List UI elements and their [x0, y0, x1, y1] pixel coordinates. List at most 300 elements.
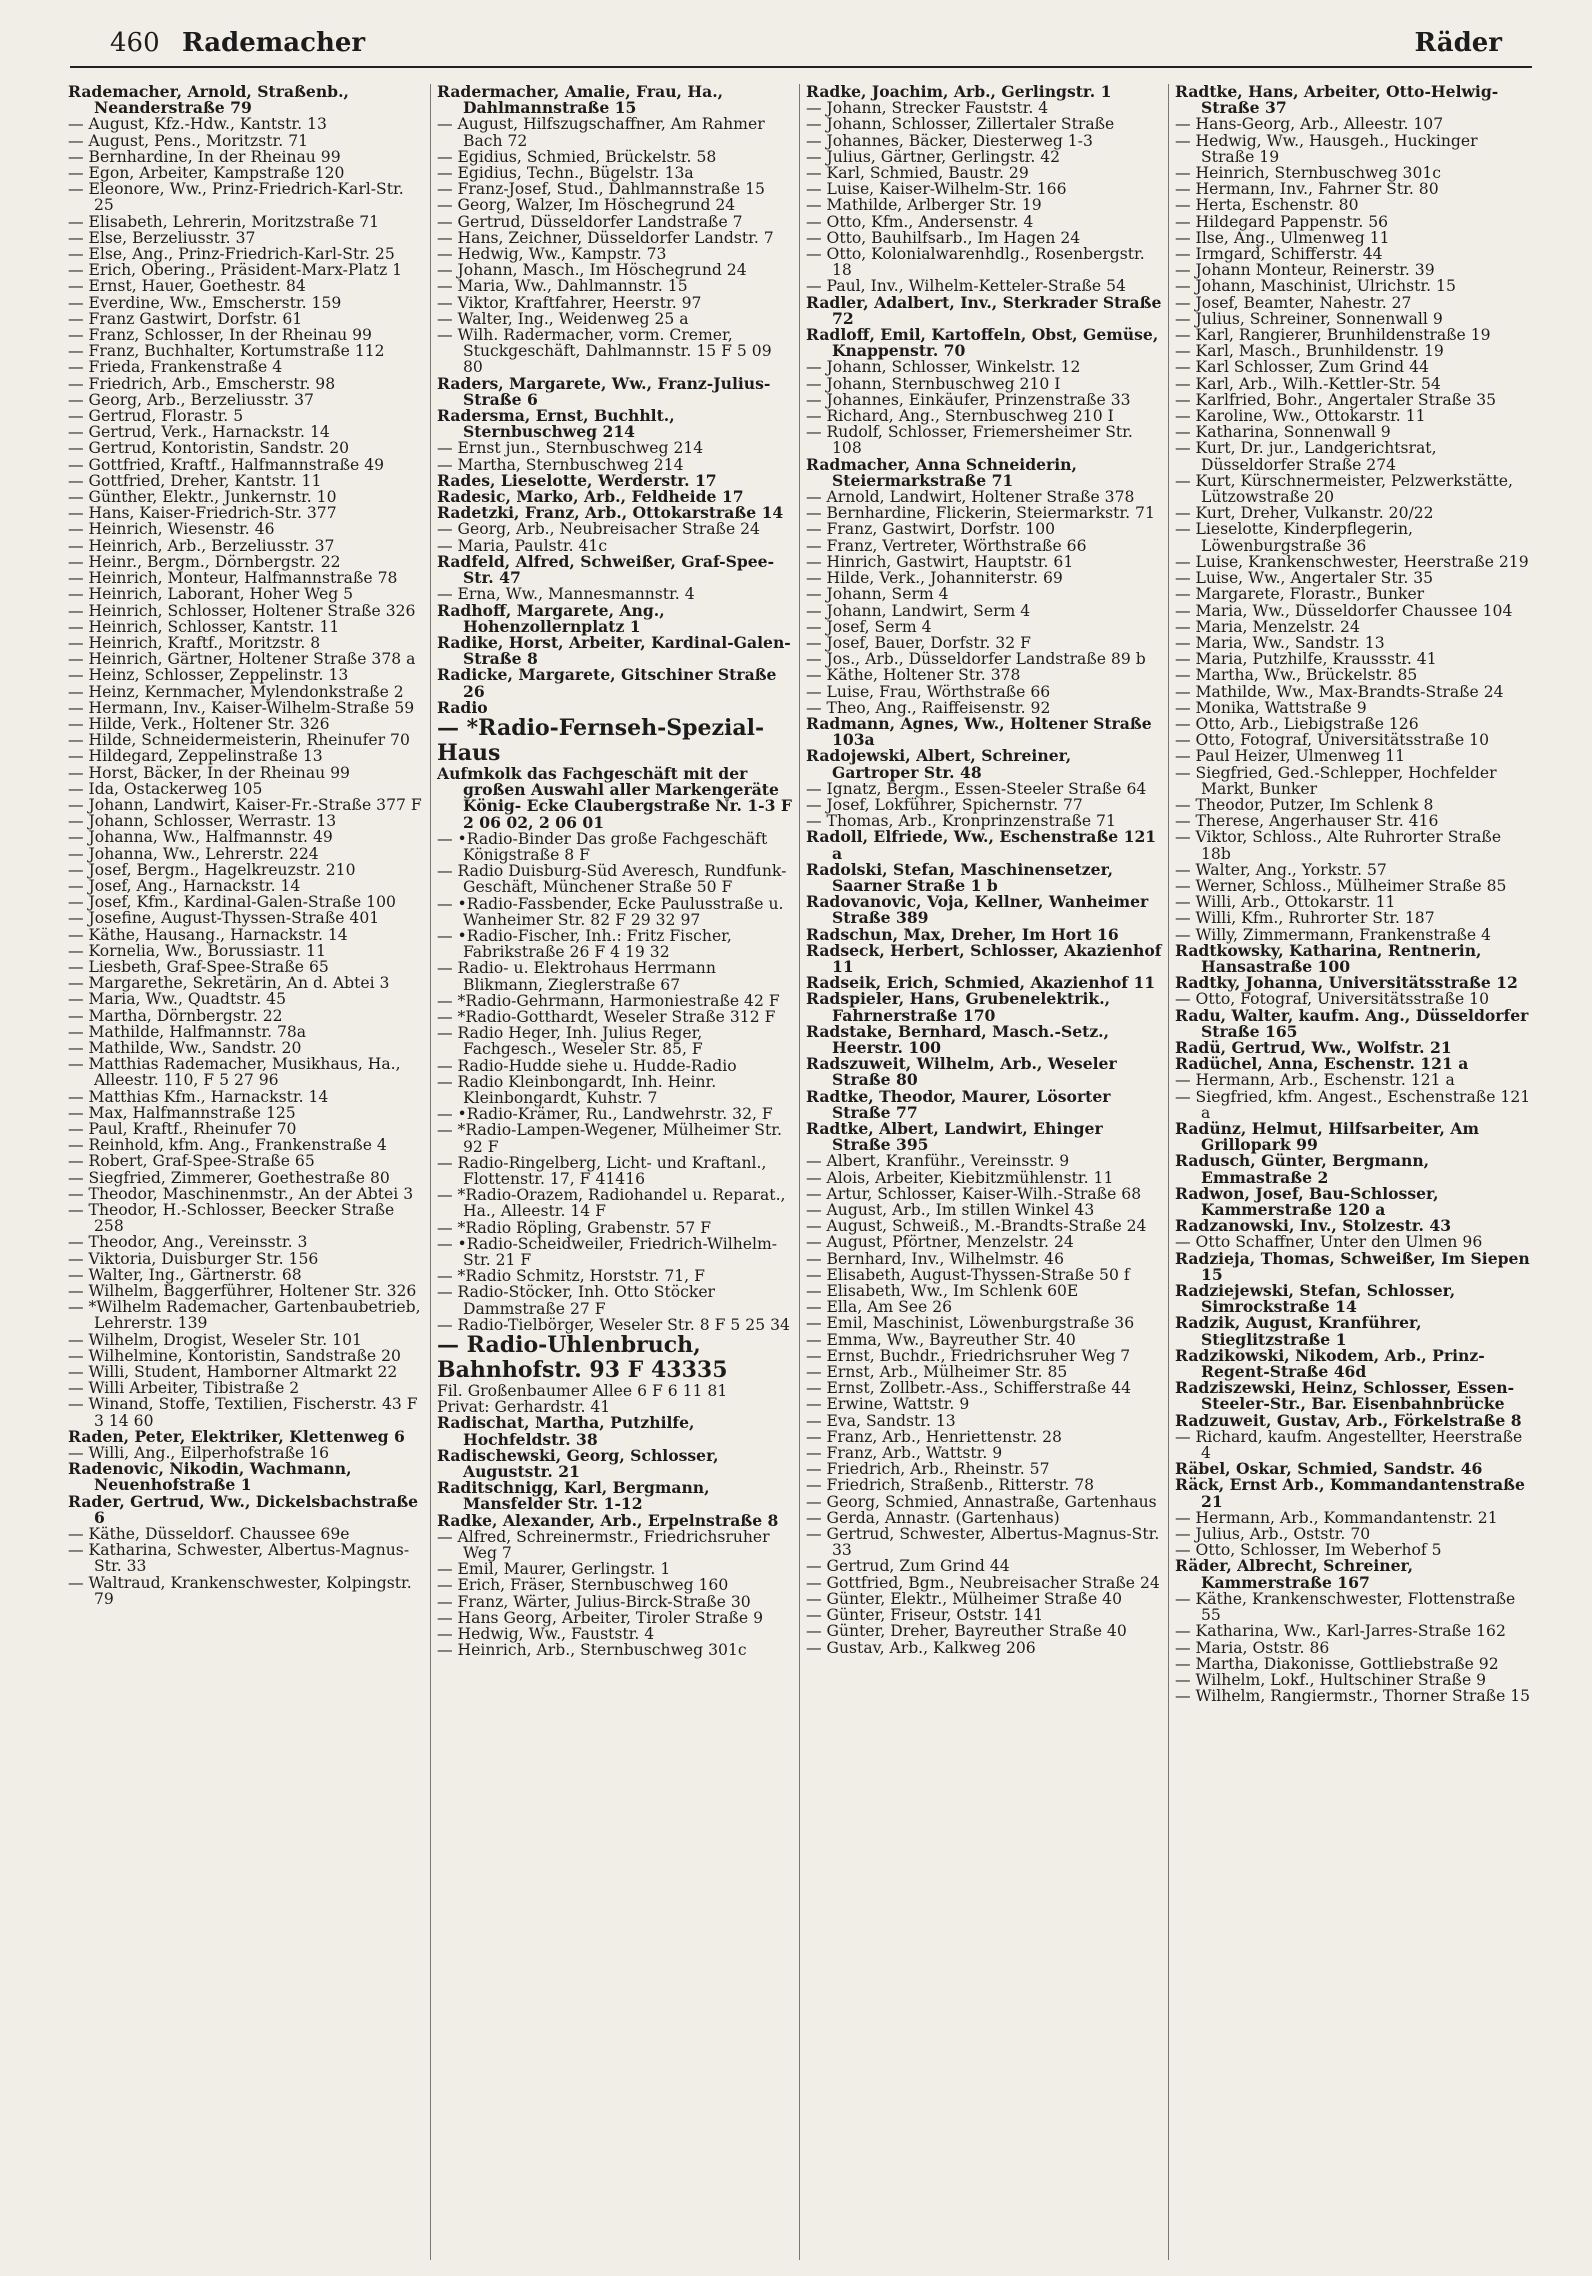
directory-entry: — Heinrich, Arb., Berzeliusstr. 37 [68, 536, 335, 555]
directory-entry: — Albert, Kranführ., Vereinsstr. 9 [806, 1152, 1070, 1171]
directory-entry: — Elisabeth, Ww., Im Schlenk 60E [806, 1282, 1079, 1301]
directory-entry: — Egidius, Techn., Bügelstr. 13a [437, 164, 694, 183]
directory-entry: — Theo, Ang., Raiffeisenstr. 92 [806, 698, 1051, 717]
directory-entry: — Otto, Kolonialwarenhdlg., Rosenbergstr. 18 [806, 245, 1145, 280]
directory-entry: — Radio Kleinbongardt, Inh. Heinr. Kleinbongardt, Kuhstr. 7 [437, 1072, 717, 1107]
directory-entry: — Heinrich, Laborant, Hoher Weg 5 [68, 585, 354, 604]
directory-entry: — Wilhelmine, Kontoristin, Sandstraße 20 [68, 1346, 401, 1365]
directory-entry: — Theodor, H.-Schlosser, Beecker Straße 258 [68, 1201, 395, 1236]
directory-entry: — Heinrich, Sternbuschweg 301c [1175, 164, 1442, 183]
directory-entry: — Richard, kaufm. Angestellter, Heerstraße 4 [1175, 1427, 1523, 1463]
directory-entry: — Bernhard, Inv., Wilhelmstr. 46 [806, 1249, 1064, 1268]
directory-entry: — Radio-Hudde siehe u. Hudde-Radio [437, 1056, 737, 1075]
directory-entry: Radmacher, Anna Schneiderin, Steiermarkstraße 71 [806, 454, 1077, 490]
directory-entry: — Winand, Stoffe, Textilien, Fischerstr. 43 F 3 14 60 [68, 1395, 418, 1430]
directory-entry: — Günter, Dreher, Bayreuther Straße 40 [806, 1622, 1127, 1641]
directory-entry: Raders, Margarete, Ww., Franz-Julius-Straße 6 [437, 373, 771, 409]
column-3 [800, 84, 1169, 2260]
directory-entry: Rades, Lieselotte, Werderstr. 17 [437, 470, 717, 490]
directory-entry: — Karl, Arb., Wilh.-Kettler-Str. 54 [1175, 374, 1441, 393]
column-2 [431, 84, 800, 2260]
directory-entry: — Günter, Elektr., Mülheimer Straße 40 [806, 1589, 1122, 1608]
directory-entry: — Karlfried, Bohr., Angertaler Straße 35 [1175, 390, 1497, 409]
directory-entry: — Richard, Ang., Sternbuschweg 210 I [806, 407, 1114, 426]
directory-entry: Rademacher, Arnold, Straßenb., Neanderstraße 79 [68, 84, 349, 118]
directory-entry: — Ella, Am See 26 [806, 1298, 953, 1317]
directory-entry: Radojewski, Albert, Schreiner, Gartroper Str. 48 [806, 746, 1072, 782]
directory-entry: Radler, Adalbert, Inv., Sterkrader Straße 72 [806, 292, 1162, 328]
directory-entry: — Paul, Inv., Wilhelm-Ketteler-Straße 54 [806, 277, 1126, 296]
page-title: Rademacher [182, 28, 366, 58]
directory-entry: — Gottfried, Kraftf., Halfmannstraße 49 [68, 455, 385, 474]
directory-entry: — *Radio Schmitz, Horststr. 71, F [437, 1267, 705, 1286]
directory-entry: — Johanna, Ww., Lehrerstr. 224 [68, 844, 319, 863]
directory-entry: — Käthe, Düsseldorf. Chaussee 69e [68, 1525, 350, 1544]
directory-entry: Radesic, Marko, Arb., Feldheide 17 [437, 487, 744, 507]
directory-entry: — August, Hilfszugschaffner, Am Rahmer Bach 72 [437, 115, 765, 150]
directory-entry: Radischewski, Georg, Schlosser, Auguststr. 21 [437, 1445, 719, 1482]
directory-entry: — Martha, Dörnbergstr. 22 [68, 1006, 283, 1025]
directory-entry: Radu, Walter, kaufm. Ang., Düsseldorfer Straße 165 [1175, 1005, 1529, 1041]
directory-entry: — Hermann, Arb., Eschenstr. 121 a [1175, 1071, 1455, 1090]
directory-entry: — August, Schweiß., M.-Brandts-Straße 24 [806, 1217, 1147, 1236]
directory-entry: — Therese, Angerhauser Str. 416 [1175, 812, 1439, 831]
directory-entry: — Josef, Kfm., Kardinal-Galen-Straße 100 [68, 893, 396, 912]
directory-entry: — Radio- u. Elektrohaus Herrmann Blikmann, Zieglerstraße 67 [437, 959, 716, 994]
directory-entry: — Otto, Bauhilfsarb., Im Hagen 24 [806, 228, 1081, 247]
directory-entry: — Erich, Fräser, Sternbuschweg 160 [437, 1576, 729, 1595]
directory-entry: Radseik, Erich, Schmied, Akazienhof 11 [806, 973, 1156, 993]
page-title-right: Räder [1414, 28, 1502, 58]
directory-entry: — Gertrud, Düsseldorfer Landstraße 7 [437, 212, 743, 231]
directory-entry: — Reinhold, kfm. Ang., Frankenstraße 4 [68, 1136, 387, 1155]
directory-entry: — Heinrich, Wiesenstr. 46 [68, 520, 275, 539]
directory-entry: — Karl, Masch., Brunhildenstr. 19 [1175, 342, 1444, 361]
directory-entry: — Willy, Zimmermann, Frankenstraße 4 [1175, 925, 1491, 944]
directory-entry: — Hilde, Verk., Holtener Str. 326 [68, 714, 330, 733]
directory-entry: — Everdine, Ww., Emscherstr. 159 [68, 293, 342, 312]
directory-entry: — Elisabeth, Lehrerin, Moritzstraße 71 [68, 212, 380, 231]
directory-entry: — Radio Duisburg-Süd Averesch, Rundfunk-Geschäft, Münchener Straße 50 F [437, 862, 787, 897]
directory-entry: Radtke, Hans, Arbeiter, Otto-Helwig-Straße 37 [1175, 84, 1499, 118]
directory-entry: — Johann, Schlosser, Zillertaler Straße [806, 115, 1115, 134]
directory-entry: Radtke, Albert, Landwirt, Ehinger Straße 395 [806, 1119, 1103, 1155]
directory-entry: — Josef, Lokführer, Spichernstr. 77 [806, 795, 1083, 814]
directory-entry: — Luise, Kaiser-Wilhelm-Str. 166 [806, 180, 1067, 199]
directory-entry: — Gertrud, Zum Grind 44 [806, 1557, 1010, 1576]
directory-entry: — Alfred, Schreinermstr., Friedrichsruher Weg 7 [437, 1527, 770, 1563]
directory-entry: — *Radio-Lampen-Wegener, Mülheimer Str. 92 F [437, 1121, 782, 1156]
directory-entry: Fil. Großenbaumer Allee 6 F 6 11 81 [437, 1382, 728, 1401]
directory-entry: — August, Arb., Im stillen Winkel 43 [806, 1201, 1095, 1220]
directory-entry: — Franz, Wärter, Julius-Birck-Straße 30 [437, 1592, 751, 1611]
directory-entry: Radoll, Elfriede, Ww., Eschenstraße 121 a [806, 827, 1157, 863]
directory-entry: — Heinrich, Schlosser, Holtener Straße 326 [68, 601, 416, 620]
directory-entry: — *Radio-Fernseh-Spezial-Haus [437, 714, 765, 766]
directory-entry: — Georg, Arb., Neubreisacher Straße 24 [437, 520, 760, 539]
directory-entry: Radicke, Margarete, Gitschiner Straße 26 [437, 665, 777, 701]
directory-entry: — Maria, Ww., Düsseldorfer Chaussee 104 [1175, 601, 1513, 620]
directory-entry: — Johann, Landwirt, Kaiser-Fr.-Straße 377 F [68, 795, 422, 814]
directory-entry: — Julius, Schreiner, Sonnenwall 9 [1175, 309, 1443, 328]
directory-entry: — Hans, Kaiser-Friedrich-Str. 377 [68, 504, 337, 523]
directory-entry: — Viktor, Schloss., Alte Ruhrorter Straße 18b [1175, 828, 1502, 863]
directory-entry: — Willi Arbeiter, Tibistraße 2 [68, 1379, 300, 1398]
directory-entry: — Georg, Walzer, Im Höschegrund 24 [437, 196, 736, 215]
directory-entry: — Emil, Maschinist, Löwenburgstraße 36 [806, 1314, 1135, 1333]
directory-entry: — Walter, Ing., Gärtnerstr. 68 [68, 1265, 302, 1284]
directory-entry: — Heinz, Kernmacher, Mylendonkstraße 2 [68, 682, 404, 701]
directory-entry: — Karl, Schmied, Baustr. 29 [806, 164, 1029, 183]
directory-entry: — Radio-Uhlenbruch, Bahnhofstr. 93 F 43335 [437, 1332, 728, 1384]
directory-entry: — Otto, Fotograf, Universitätsstraße 10 [1175, 731, 1489, 750]
directory-entry: — Julius, Gärtner, Gerlingstr. 42 [806, 147, 1061, 166]
directory-entry: Radhoff, Margarete, Ang., Hohenzollernplatz 1 [437, 600, 665, 636]
directory-entry: — Maria, Paulstr. 41c [437, 536, 608, 555]
directory-entry: — Ernst, Arb., Mülheimer Str. 85 [806, 1363, 1068, 1382]
directory-entry: — Wilhelm, Rangiermstr., Thorner Straße 15 [1175, 1687, 1531, 1706]
directory-entry: — Eva, Sandstr. 13 [806, 1411, 956, 1430]
directory-entry: — Otto, Schlosser, Im Weberhof 5 [1175, 1541, 1442, 1560]
directory-entry: — Ilse, Ang., Ulmenweg 11 [1175, 228, 1390, 247]
directory-entry: — *Radio-Gotthardt, Weseler Straße 312 F [437, 1007, 776, 1026]
directory-entry: — Waltraud, Krankenschwester, Kolpingstr. 79 [68, 1573, 412, 1608]
directory-entry: — Siegfried, Zimmerer, Goethestraße 80 [68, 1168, 390, 1187]
directory-entry: — Lieselotte, Kinderpflegerin, Löwenburgstraße 36 [1175, 520, 1414, 555]
directory-entry: — Ida, Ostackerweg 105 [68, 779, 263, 798]
directory-entry: — Käthe, Holtener Str. 378 [806, 666, 1021, 685]
directory-entry: — Josef, Bergm., Hagelkreuzstr. 210 [68, 860, 356, 879]
directory-entry: — Gottfried, Dreher, Kantstr. 11 [68, 471, 322, 490]
directory-entry: Radzuweit, Gustav, Arb., Förkelstraße 8 [1175, 1410, 1522, 1430]
directory-entry: — Mathilde, Ww., Sandstr. 20 [68, 1038, 302, 1057]
directory-entry: — Thomas, Arb., Kronprinzenstraße 71 [806, 812, 1116, 831]
directory-entry: Radischat, Martha, Putzhilfe, Hochfeldstr. 38 [437, 1413, 695, 1449]
directory-entry: — Hermann, Inv., Fahrner Str. 80 [1175, 180, 1439, 199]
directory-entry: — Luise, Ww., Angertaler Str. 35 [1175, 569, 1434, 588]
directory-entry: — Erna, Ww., Mannesmannstr. 4 [437, 585, 695, 604]
column-1 [62, 84, 431, 2260]
directory-entry: — Radio-Ringelberg, Licht- und Kraftanl., Flottenstr. 17, F 41416 [437, 1153, 767, 1188]
directory-entry: — Kornelia, Ww., Borussiastr. 11 [68, 941, 326, 960]
directory-entry: Radermacher, Amalie, Frau, Ha., Dahlmannstraße 15 [437, 84, 724, 118]
directory-entry: — Wilh. Radermacher, vorm. Cremer, Stuckgeschäft, Dahlmannstr. 15 F 5 09 80 [437, 326, 772, 377]
column-4 [1169, 84, 1538, 2260]
directory-entry: — Gerda, Annastr. (Gartenhaus) [806, 1508, 1060, 1527]
columns [62, 84, 1538, 2260]
directory-entry: — Gertrud, Kontoristin, Sandstr. 20 [68, 439, 350, 458]
page-number: 460 [110, 28, 160, 58]
directory-entry: — Luise, Frau, Wörthstraße 66 [806, 682, 1051, 701]
directory-entry: Radtke, Theodor, Maurer, Lösorter Straße 77 [806, 1086, 1111, 1122]
directory-entry: — Heinrich, Gärtner, Holtener Straße 378 a [68, 650, 416, 669]
directory-entry: — Willi, Ang., Eilperhofstraße 16 [68, 1444, 330, 1463]
directory-entry: — Günter, Friseur, Oststr. 141 [806, 1606, 1044, 1625]
directory-entry: — Else, Berzeliusstr. 37 [68, 228, 256, 247]
directory-entry: — Katharina, Sonnenwall 9 [1175, 423, 1391, 442]
directory-entry: — Johann, Strecker Fauststr. 4 [806, 99, 1049, 118]
directory-entry: — August, Kfz.-Hdw., Kantstr. 13 [68, 115, 327, 134]
directory-entry: — Werner, Schloss., Mülheimer Straße 85 [1175, 876, 1507, 895]
directory-entry: Radfeld, Alfred, Schweißer, Graf-Spee-Str. 47 [437, 551, 775, 588]
directory-entry: — Siegfried, kfm. Angest., Eschenstraße 121 a [1175, 1087, 1531, 1122]
directory-entry: — Georg, Schmied, Annastraße, Gartenhaus [806, 1492, 1157, 1511]
directory-entry: — Erich, Obering., Präsident-Marx-Platz 1 [68, 261, 403, 280]
directory-entry: — Hilde, Schneidermeisterin, Rheinufer 70 [68, 731, 410, 750]
directory-entry: — Viktoria, Duisburger Str. 156 [68, 1249, 319, 1268]
directory-entry: — Josef, Bauer, Dorfstr. 32 F [806, 633, 1031, 652]
directory-entry: Räbel, Oskar, Schmied, Sandstr. 46 [1175, 1459, 1483, 1479]
directory-entry: — Liesbeth, Graf-Spee-Straße 65 [68, 957, 329, 976]
directory-entry: — Johannes, Bäcker, Diesterweg 1-3 [806, 131, 1093, 150]
directory-entry: — Mathilde, Arlberger Str. 19 [806, 196, 1042, 215]
directory-entry: — Maria, Ww., Sandstr. 13 [1175, 633, 1385, 652]
page-header [70, 26, 1532, 68]
directory-entry: — Josef, Ang., Harnackstr. 14 [68, 876, 301, 895]
directory-entry: — Franz, Buchhalter, Kortumstraße 112 [68, 342, 385, 361]
directory-entry: — Radio Heger, Inh. Julius Reger, Fachgesch., Weseler Str. 85, F [437, 1024, 703, 1059]
directory-entry: — Frieda, Frankenstraße 4 [68, 358, 283, 377]
directory-entry: — Martha, Sternbuschweg 214 [437, 455, 684, 474]
directory-entry: — Johann, Sternbuschweg 210 I [806, 374, 1061, 393]
directory-entry: — •Radio-Binder Das große Fachgeschäft Königstraße 8 F [437, 829, 768, 864]
directory-entry: — Otto, Arb., Liebigstraße 126 [1175, 714, 1419, 733]
directory-entry: Radersma, Ernst, Buchhlt., Sternbuschweg 214 [437, 406, 675, 442]
directory-entry: Radstake, Bernhard, Masch.-Setz., Heerstr. 100 [806, 1021, 1110, 1057]
directory-entry: — Walter, Ang., Yorkstr. 57 [1175, 860, 1387, 879]
directory-entry: — •Radio-Fischer, Inh.: Fritz Fischer, Fabrikstraße 26 F 4 19 32 [437, 926, 732, 962]
directory-entry: — Johann, Masch., Im Höschegrund 24 [437, 261, 747, 280]
directory-entry: Radio [437, 697, 488, 717]
directory-entry: — *Radio-Gehrmann, Harmoniestraße 42 F [437, 991, 780, 1010]
directory-entry: Radolski, Stefan, Maschinensetzer, Saarner Straße 1 b [806, 859, 1114, 895]
directory-entry: — Alois, Arbeiter, Kiebitzmühlenstr. 11 [806, 1168, 1114, 1187]
directory-entry: — Bernhardine, In der Rheinau 99 [68, 147, 341, 166]
directory-entry: — Else, Ang., Prinz-Friedrich-Karl-Str. 25 [68, 245, 395, 264]
directory-entry: — Otto, Fotograf, Universitätsstraße 10 [1175, 990, 1489, 1009]
directory-entry: Radschun, Max, Dreher, Im Hort 16 [806, 924, 1119, 944]
directory-entry: — Josef, Beamter, Nahestr. 27 [1175, 293, 1412, 312]
directory-entry: — Franz-Josef, Stud., Dahlmannstraße 15 [437, 180, 765, 199]
directory-entry: — Heinr., Bergm., Dörnbergstr. 22 [68, 552, 341, 571]
directory-entry: — Hans Georg, Arbeiter, Tiroler Straße 9 [437, 1608, 764, 1627]
directory-entry: — Katharina, Schwester, Albertus-Magnus-Str. 33 [68, 1541, 410, 1576]
directory-entry: Radusch, Günter, Bergmann, Emmastraße 2 [1175, 1151, 1430, 1187]
directory-entry: — Franz, Schlosser, In der Rheinau 99 [68, 326, 372, 345]
directory-entry: — Friedrich, Arb., Emscherstr. 98 [68, 374, 336, 393]
directory-entry: — Hildegard, Zeppelinstraße 13 [68, 747, 323, 766]
directory-entry: — Elisabeth, August-Thyssen-Straße 50 f [806, 1265, 1130, 1284]
directory-entry: Radtky, Johanna, Universitätsstraße 12 [1175, 973, 1518, 993]
directory-entry: — Maria, Ww., Dahlmannstr. 15 [437, 277, 688, 296]
directory-entry: — Otto Schaffner, Unter den Ulmen 96 [1175, 1233, 1483, 1252]
directory-entry: — Heinrich, Monteur, Halfmannstraße 78 [68, 569, 398, 588]
directory-entry: — Arnold, Landwirt, Holtener Straße 378 [806, 488, 1135, 507]
directory-entry: — Friedrich, Straßenb., Ritterstr. 78 [806, 1476, 1095, 1495]
directory-entry: — Johann Monteur, Reinerstr. 39 [1175, 261, 1435, 280]
directory-entry: Radzieja, Thomas, Schweißer, Im Siepen 15 [1175, 1248, 1530, 1284]
directory-entry: — Franz, Vertreter, Wörthstraße 66 [806, 536, 1087, 555]
directory-entry: — Hermann, Arb., Kommandantenstr. 21 [1175, 1508, 1498, 1527]
directory-entry: Radzikowski, Nikodem, Arb., Prinz-Regent-Straße 46d [1175, 1345, 1485, 1382]
directory-entry: — Irmgard, Schifferstr. 44 [1175, 245, 1383, 264]
directory-entry: Radovanovic, Voja, Kellner, Wanheimer Straße 389 [806, 892, 1149, 928]
directory-entry: — Johann, Landwirt, Serm 4 [806, 601, 1031, 620]
directory-entry: — *Radio Röpling, Grabenstr. 57 F [437, 1218, 712, 1237]
directory-entry: — Maria, Putzhilfe, Kraussstr. 41 [1175, 650, 1437, 669]
directory-entry: Rader, Gertrud, Ww., Dickelsbachstraße 6 [68, 1491, 419, 1527]
directory-entry: Aufmkolk das Fachgeschäft mit der großen Auswahl aller Markengeräte König- Ecke Claubergstraße Nr. 1-3 F 2 06 02, 2 06 01 [437, 763, 792, 832]
directory-entry: — Karl Schlosser, Zum Grind 44 [1175, 358, 1429, 377]
directory-entry: — Otto, Kfm., Andersenstr. 4 [806, 212, 1034, 231]
directory-entry: — Margarethe, Sekretärin, An d. Abtei 3 [68, 974, 390, 993]
directory-entry: — Maria, Oststr. 86 [1175, 1638, 1330, 1657]
directory-entry: — Ernst, Buchdr., Friedrichsruher Weg 7 [806, 1346, 1131, 1365]
directory-entry: — Hildegard Pappenstr. 56 [1175, 212, 1389, 231]
directory-entry: — Friedrich, Arb., Rheinstr. 57 [806, 1460, 1050, 1479]
directory-entry: Radünz, Helmut, Hilfsarbeiter, Am Grillopark 99 [1175, 1119, 1479, 1155]
directory-entry: — Egidius, Schmied, Brückelstr. 58 [437, 147, 717, 166]
directory-entry: — Monika, Wattstraße 9 [1175, 698, 1367, 717]
directory-entry: — Martha, Diakonisse, Gottliebstraße 92 [1175, 1654, 1499, 1673]
directory-entry: — Luise, Krankenschwester, Heerstraße 219 [1175, 552, 1529, 571]
directory-entry: — Kurt, Dreher, Vulkanstr. 20/22 [1175, 504, 1434, 523]
directory-entry: — Margarete, Florastr., Bunker [1175, 585, 1425, 604]
directory-entry: — Herta, Eschenstr. 80 [1175, 196, 1359, 215]
directory-entry: — Josefine, August-Thyssen-Straße 401 [68, 909, 380, 928]
directory-entry: Radzik, August, Kranführer, Stieglitzstraße 1 [1175, 1313, 1422, 1349]
directory-entry: Radüchel, Anna, Eschenstr. 121 a [1175, 1054, 1469, 1074]
directory-entry: — Käthe, Hausang., Harnackstr. 14 [68, 925, 348, 944]
directory-entry: — Wilhelm, Baggerführer, Holtener Str. 326 [68, 1282, 417, 1301]
directory-entry: — *Wilhelm Rademacher, Gartenbaubetrieb, Lehrerstr. 139 [68, 1298, 421, 1333]
directory-entry: Radike, Horst, Arbeiter, Kardinal-Galen-Straße 8 [437, 632, 791, 669]
directory-entry: — Heinz, Schlosser, Zeppelinstr. 13 [68, 666, 349, 685]
directory-entry: — Martha, Ww., Brückelstr. 85 [1175, 666, 1418, 685]
directory-entry: — Theodor, Putzer, Im Schlenk 8 [1175, 795, 1434, 814]
directory-entry: Radke, Joachim, Arb., Gerlingstr. 1 [806, 84, 1112, 101]
directory-entry: Radszuweit, Wilhelm, Arb., Weseler Straße 80 [806, 1054, 1117, 1090]
directory-entry: — Theodor, Ang., Vereinsstr. 3 [68, 1233, 308, 1252]
directory-entry: — *Radio-Orazem, Radiohandel u. Reparat., Ha., Alleestr. 14 F [437, 1186, 786, 1221]
directory-entry: — Ernst, Hauer, Goethestr. 84 [68, 277, 306, 296]
directory-entry: — Radio-Stöcker, Inh. Otto Stöcker Dammstraße 27 F [437, 1283, 715, 1318]
directory-entry: — Franz, Gastwirt, Dorfstr. 100 [806, 520, 1056, 539]
directory-entry: Radenovic, Nikodin, Wachmann, Neuenhofstraße 1 [68, 1459, 352, 1495]
directory-entry: — Julius, Arb., Oststr. 70 [1175, 1525, 1371, 1544]
directory-entry: — Siegfried, Ged.-Schlepper, Hochfelder Markt, Bunker [1175, 763, 1497, 798]
directory-entry: Radloff, Emil, Kartoffeln, Obst, Gemüse, Knappenstr. 70 [806, 325, 1159, 361]
directory-entry: — •Radio-Krämer, Ru., Landwehrstr. 32, F [437, 1105, 773, 1124]
directory-entry: Radetzki, Franz, Arb., Ottokarstraße 14 [437, 503, 784, 523]
directory-entry: — Ernst jun., Sternbuschweg 214 [437, 439, 704, 458]
directory-entry: — Gottfried, Bgm., Neubreisacher Straße 24 [806, 1573, 1160, 1592]
directory-entry: — Jos., Arb., Düsseldorfer Landstraße 89 b [806, 650, 1146, 669]
directory-entry: — Willi, Arb., Ottokarstr. 11 [1175, 893, 1396, 912]
directory-entry: Radziejewski, Stefan, Schlosser, Simrockstraße 14 [1175, 1281, 1456, 1317]
directory-entry: Radke, Alexander, Arb., Erpelnstraße 8 [437, 1510, 779, 1530]
directory-entry: — Georg, Arb., Berzeliusstr. 37 [68, 390, 314, 409]
directory-entry: — Emma, Ww., Bayreuther Str. 40 [806, 1330, 1076, 1349]
directory-entry: — Heinrich, Arb., Sternbuschweg 301c [437, 1641, 747, 1660]
directory-entry: — Günther, Elektr., Junkernstr. 10 [68, 488, 337, 507]
directory-entry: — Johanna, Ww., Halfmannstr. 49 [68, 828, 333, 847]
directory-entry: — Hedwig, Ww., Fauststr. 4 [437, 1625, 655, 1644]
directory-entry: — Wilhelm, Drogist, Weseler Str. 101 [68, 1330, 362, 1349]
directory-entry: — Karl, Rangierer, Brunhildenstraße 19 [1175, 326, 1491, 345]
directory-entry: — Heinrich, Schlosser, Kantstr. 11 [68, 617, 340, 636]
directory-entry: Radtkowsky, Katharina, Rentnerin, Hansastraße 100 [1175, 940, 1482, 976]
directory-entry: — Gustav, Arb., Kalkweg 206 [806, 1638, 1036, 1657]
directory-entry: — Gertrud, Schwester, Albertus-Magnus-Str. 33 [806, 1525, 1160, 1560]
directory-entry: — Walter, Ing., Weidenweg 25 a [437, 309, 689, 328]
directory-entry: — Max, Halfmannstraße 125 [68, 1103, 296, 1122]
directory-entry: — Hilde, Verk., Johanniterstr. 69 [806, 569, 1063, 588]
directory-entry: — Heinrich, Kraftf., Moritzstr. 8 [68, 633, 321, 652]
directory-entry: Privat: Gerhardstr. 41 [437, 1398, 611, 1417]
directory-entry: Raditschnigg, Karl, Bergmann, Mansfelder Str. 1-12 [437, 1478, 710, 1514]
directory-entry: — Erwine, Wattstr. 9 [806, 1395, 970, 1414]
directory-entry: — August, Pförtner, Menzelstr. 24 [806, 1233, 1074, 1252]
directory-entry: — Theodor, Maschinenmstr., An der Abtei 3 [68, 1184, 414, 1203]
directory-entry: — Matthias Kfm., Harnackstr. 14 [68, 1087, 329, 1106]
directory-entry: — Johann, Maschinist, Ulrichstr. 15 [1175, 277, 1456, 296]
directory-entry: — Paul, Kraftf., Rheinufer 70 [68, 1120, 297, 1138]
directory-entry: Radwon, Josef, Bau-Schlosser, Kammerstraße 120 a [1175, 1183, 1439, 1220]
directory-entry: — Mathilde, Ww., Max-Brandts-Straße 24 [1175, 682, 1504, 701]
directory-entry: — Paul Heizer, Ulmenweg 11 [1175, 747, 1406, 766]
directory-entry: Radü, Gertrud, Ww., Wolfstr. 21 [1175, 1037, 1452, 1057]
directory-entry: — Käthe, Krankenschwester, Flottenstraße 55 [1175, 1589, 1516, 1625]
directory-entry: — Egon, Arbeiter, Kampstraße 120 [68, 164, 345, 183]
directory-entry: — Hedwig, Ww., Kampstr. 73 [437, 245, 667, 264]
directory-entry: Räder, Albrecht, Schreiner, Kammerstraße 167 [1175, 1556, 1414, 1592]
directory-entry: — Willi, Student, Hamborner Altmarkt 22 [68, 1363, 398, 1382]
directory-entry: — Horst, Bäcker, In der Rheinau 99 [68, 763, 350, 782]
directory-entry: — Bernhardine, Flickerin, Steiermarkstr. 71 [806, 504, 1155, 523]
directory-entry: Raden, Peter, Elektriker, Klettenweg 6 [68, 1426, 405, 1446]
directory-entry: — Kurt, Kürschnermeister, Pelzwerkstätte, Lützowstraße 20 [1175, 471, 1513, 507]
directory-entry: — Artur, Schlosser, Kaiser-Wilh.-Straße 68 [806, 1184, 1142, 1203]
directory-entry: — Maria, Menzelstr. 24 [1175, 617, 1360, 636]
directory-entry: — Franz, Arb., Wattstr. 9 [806, 1444, 1003, 1463]
directory-entry: — Hans-Georg, Arb., Alleestr. 107 [1175, 115, 1444, 134]
directory-entry: — Kurt, Dr. jur., Landgerichtsrat, Düsseldorfer Straße 274 [1175, 439, 1437, 474]
directory-entry: — Johannes, Einkäufer, Prinzenstraße 33 [806, 390, 1131, 409]
directory-entry: — Mathilde, Halfmannstr. 78a [68, 1022, 307, 1041]
directory-entry: — Josef, Serm 4 [806, 617, 932, 636]
directory-entry: — Viktor, Kraftfahrer, Heerstr. 97 [437, 293, 702, 312]
directory-entry: — Wilhelm, Lokf., Hultschiner Straße 9 [1175, 1670, 1487, 1689]
directory-entry: — Ernst, Zollbetr.-Ass., Schifferstraße 44 [806, 1379, 1132, 1398]
directory-entry: — Ignatz, Bergm., Essen-Steeler Straße 64 [806, 779, 1147, 798]
directory-entry: — Johann, Schlosser, Winkelstr. 12 [806, 358, 1081, 377]
directory-entry: — Hermann, Inv., Kaiser-Wilhelm-Straße 59 [68, 698, 415, 717]
directory-entry: — •Radio-Scheidweiler, Friedrich-Wilhelm-Str. 21 F [437, 1234, 778, 1270]
directory-entry: — Gertrud, Florastr. 5 [68, 407, 244, 426]
directory-entry: — Franz, Arb., Henriettenstr. 28 [806, 1427, 1062, 1446]
directory-entry: — Gertrud, Verk., Harnackstr. 14 [68, 423, 330, 442]
directory-entry: Radmann, Agnes, Ww., Holtener Straße 103a [806, 713, 1152, 750]
directory-entry: — Radio-Tielbörger, Weseler Str. 8 F 5 25 34 [437, 1315, 790, 1334]
directory-entry: — Johann, Schlosser, Werrastr. 13 [68, 812, 337, 831]
directory-entry: — Robert, Graf-Spee-Straße 65 [68, 1152, 315, 1171]
directory-entry: — Katharina, Ww., Karl-Jarres-Straße 162 [1175, 1622, 1506, 1641]
directory-entry: — Karoline, Ww., Ottokarstr. 11 [1175, 407, 1426, 426]
directory-entry: — Franz Gastwirt, Dorfstr. 61 [68, 309, 303, 328]
directory-entry: — Hinrich, Gastwirt, Hauptstr. 61 [806, 552, 1074, 571]
directory-entry: — Eleonore, Ww., Prinz-Friedrich-Karl-Str. 25 [68, 180, 404, 215]
